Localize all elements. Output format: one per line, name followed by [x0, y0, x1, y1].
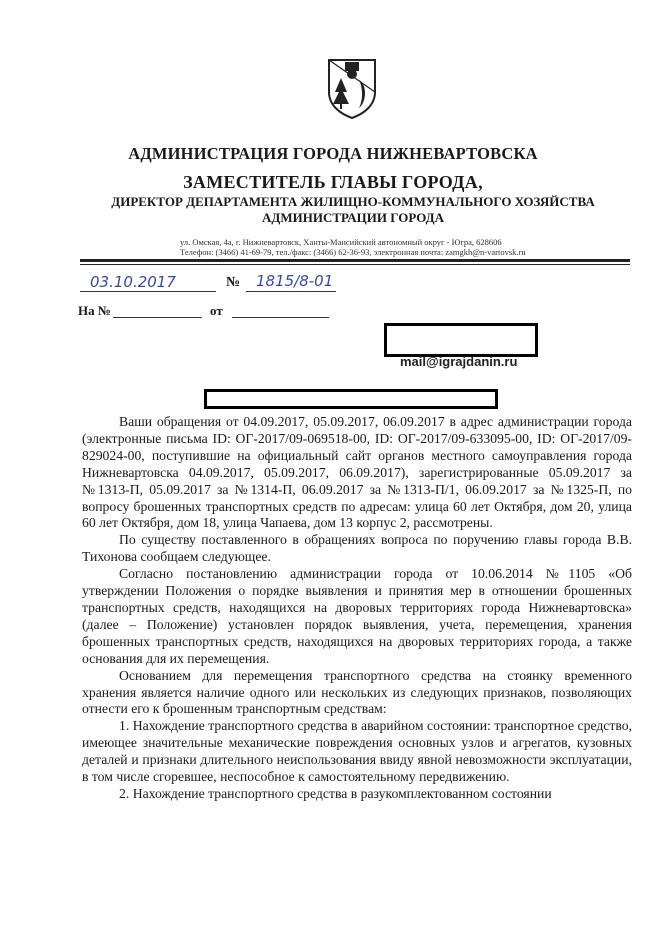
- number-underline: [246, 291, 336, 292]
- reference-number-line: [113, 317, 202, 318]
- date-underline: [80, 291, 216, 292]
- position-title: ЗАМЕСТИТЕЛЬ ГЛАВЫ ГОРОДА,: [183, 172, 483, 192]
- reference-number-label: На №: [78, 303, 111, 318]
- body-paragraph: 2. Нахождение транспортного средства в разукомплектованном состоянии: [119, 785, 552, 801]
- body-paragraph: По существу поставленного в обращениях вопроса по поручению главы города В.В. Тихонова сообщаем следующее.: [82, 532, 632, 565]
- recipient-email: mail@igrajdanin.ru: [400, 354, 518, 369]
- organization-name: АДМИНИСТРАЦИЯ ГОРОДА НИЖНЕВАРТОВСКА: [128, 144, 538, 163]
- outgoing-date: 03.10.2017: [90, 273, 176, 291]
- body-paragraph: Согласно постановлению администрации города от 10.06.2014 №1105 «Об утверждении Положения о порядке выявления и принятия мер в отношении брошенных транспортных средств, находящихся на дворовых территориях города Нижневартовска» (далее – Положение) установлен порядок выявления, учета, перемещения, хранения брошенных транспортных средств, находящихся на дворовых территориях города, а также основания для их перемещения.: [82, 566, 632, 666]
- outgoing-number: 1815/8-01: [256, 272, 334, 290]
- redacted-recipient-name: [384, 323, 538, 357]
- reference-date-line: [232, 317, 329, 318]
- department-title: ДИРЕКТОР ДЕПАРТАМЕНТА ЖИЛИЩНО-КОММУНАЛЬНОГО ХОЗЯЙСТВА: [111, 194, 595, 209]
- header-rule-thick: [80, 259, 630, 262]
- city-coat-of-arms-icon: [327, 58, 377, 120]
- body-paragraph: Основанием для перемещения транспортного средства на стоянку временного хранения является наличие одного или нескольких из следующих признаков, позволяющих отнести его к брошенным транспортным средствам:: [82, 667, 632, 717]
- letter-body: [82, 414, 632, 803]
- reference-date-label: от: [210, 303, 223, 318]
- header-rule-thin: [80, 264, 630, 265]
- body-paragraph: Ваши обращения от 04.09.2017, 05.09.2017, 06.09.2017 в адрес администрации города (электронные письма ID: ОГ-2017/09-069518-00, ID: ОГ-2017/09-633095-00, ID: ОГ-2017/09-829024-00, поступившие на официальный сайт органов местного самоуправления города Нижневартовска 04.09.2017, 05.09.2017, 06.09.2017), зарегистрированные 05.09.2017 за №1313-П, 05.09.2017 за №1314-П, 06.09.2017 за №1313-П/1, 06.09.2017 за №1325-П, по вопросу брошенных транспортных средств по адресам: улица 60 лет Октября, дом 20, улица 60 лет Октября, дом 18, улица Чапаева, дом 13 корпус 2, рассмотрены.: [82, 414, 632, 531]
- postal-address: ул. Омская, 4а, г. Нижневартовск, Ханты-Мансийский автономный округ - Югра, 628606: [180, 237, 502, 247]
- body-paragraph: 1. Нахождение транспортного средства в аварийном состоянии: транспортное средство, имеющее значительные механические повреждения основных узлов и агрегатов, кузовных деталей и признаки длительного неиспользования ввиду явной невозможности эксплуатации, в том числе сгоревшее, неспособное к самостоятельному передвижению.: [82, 718, 632, 785]
- department-subtitle: АДМИНИСТРАЦИИ ГОРОДА: [262, 210, 444, 225]
- number-label: №: [226, 275, 241, 290]
- contact-details: Телефон: (3466) 41-69-79, тел./факс: (3466) 62-36-93, электронная почта: zamgkh@n-vartovsk.ru: [180, 247, 526, 257]
- redacted-salutation: [204, 389, 498, 409]
